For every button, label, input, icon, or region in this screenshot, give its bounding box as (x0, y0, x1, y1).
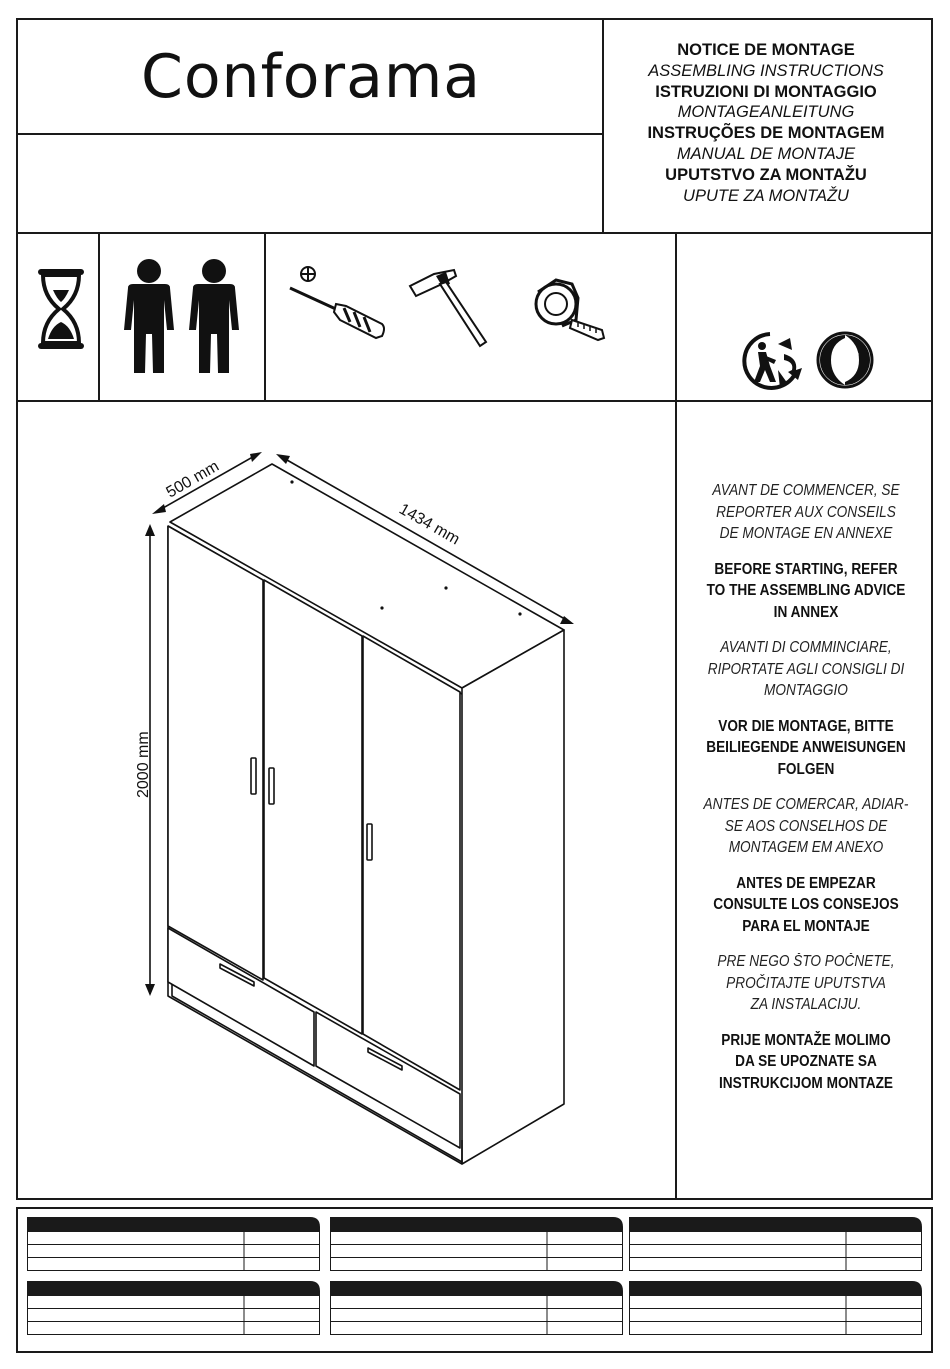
note-line: PRE NEGO ŠTO POČNETE, (717, 953, 895, 970)
icons-divider-2 (264, 232, 266, 402)
note-line: TO THE ASSEMBLING ADVICE (706, 582, 906, 599)
note-line: ANTES DE COMERCAR, ADIAR- (703, 796, 909, 813)
note-line: BEFORE STARTING, REFER (714, 560, 898, 578)
main-divider (675, 400, 677, 1200)
assembly-advice-notes (680, 480, 932, 1108)
title-line: MANUAL DE MONTAJE (676, 144, 856, 163)
note-line: IN ANNEX (773, 603, 839, 621)
note-line: DA SE UPOZNATE SA (735, 1053, 877, 1070)
note-en (695, 559, 917, 624)
icons-divider-3 (675, 232, 677, 402)
note-line: AVANT DE COMMENCER, SE (712, 482, 900, 499)
title-list (606, 40, 926, 206)
note-line: REPORTER AUX CONSEILS (716, 503, 896, 521)
note-es (695, 873, 917, 938)
title-line: NOTICE DE MONTAGE (677, 41, 855, 59)
title-line: ASSEMBLING INSTRUCTIONS (648, 61, 884, 80)
parts-table (27, 1217, 320, 1272)
note-line: AVANTI DI COMMINCIARE, (720, 639, 892, 656)
note-line: BEILIEGENDE ANWEISUNGEN (706, 739, 906, 756)
wardrobe-drawing (120, 440, 590, 1180)
note-line: INSTRUKCIJOM MONTAZE (718, 1074, 894, 1092)
two-persons-icon (118, 258, 248, 376)
width-dimension-label: 1434 mm (396, 500, 463, 549)
note-line: MONTAGGIO (764, 682, 848, 699)
note-line: PARA EL MONTAJE (742, 917, 870, 935)
parts-table (629, 1217, 922, 1272)
note-de (695, 716, 917, 781)
phillips-screwdriver-icon (284, 262, 388, 346)
note-line: FOLGEN (777, 760, 835, 778)
title-line: MONTAGEANLEITUNG (677, 103, 855, 122)
note-line: PROČITAJTE UPUTSTVA (726, 974, 886, 992)
note-line: DE MONTAGE EN ANNEXE (719, 525, 893, 542)
note-line: VOR DIE MONTAGE, BITTE (718, 717, 894, 735)
depth-dimension-label: 500 mm (163, 457, 223, 502)
parts-table (629, 1281, 922, 1336)
note-it (695, 637, 917, 702)
note-line: MONTAGEM EM ANEXO (728, 839, 884, 856)
title-line: UPUTSTVO ZA MONTAŽU (665, 165, 867, 184)
parts-table (27, 1281, 320, 1336)
parts-table (330, 1281, 623, 1336)
title-line: ISTRUZIONI DI MONTAGGIO (655, 82, 877, 101)
brand-logo: Conforama (140, 42, 482, 112)
note-line: ZA INSTALACIJU. (750, 996, 862, 1013)
note-line: SE AOS CONSELHOS DE (724, 817, 888, 835)
height-dimension-label: 2000 mm (135, 731, 152, 798)
icons-divider-1 (98, 232, 100, 402)
note-fr (695, 480, 917, 545)
title-line: INSTRUÇÕES DE MONTAGEM (647, 124, 885, 143)
note-hr (695, 1030, 917, 1095)
note-line: PRIJE MONTAŽE MOLIMO (721, 1031, 891, 1049)
tape-measure-icon (532, 276, 608, 344)
hourglass-icon (34, 266, 88, 352)
note-line: ANTES DE EMPEZAR (736, 874, 876, 892)
parts-table (330, 1217, 623, 1272)
note-line: RIPORTATE AGLI CONSIGLI DI (707, 660, 905, 678)
note-line: CONSULTE LOS CONSEJOS (713, 896, 899, 913)
note-pt (695, 794, 917, 859)
hammer-icon (406, 264, 490, 350)
green-dot-icon (815, 330, 875, 390)
title-line: UPUTE ZA MONTAŽU (683, 186, 849, 205)
triman-recycle-icon (740, 330, 806, 392)
note-sr (695, 951, 917, 1016)
